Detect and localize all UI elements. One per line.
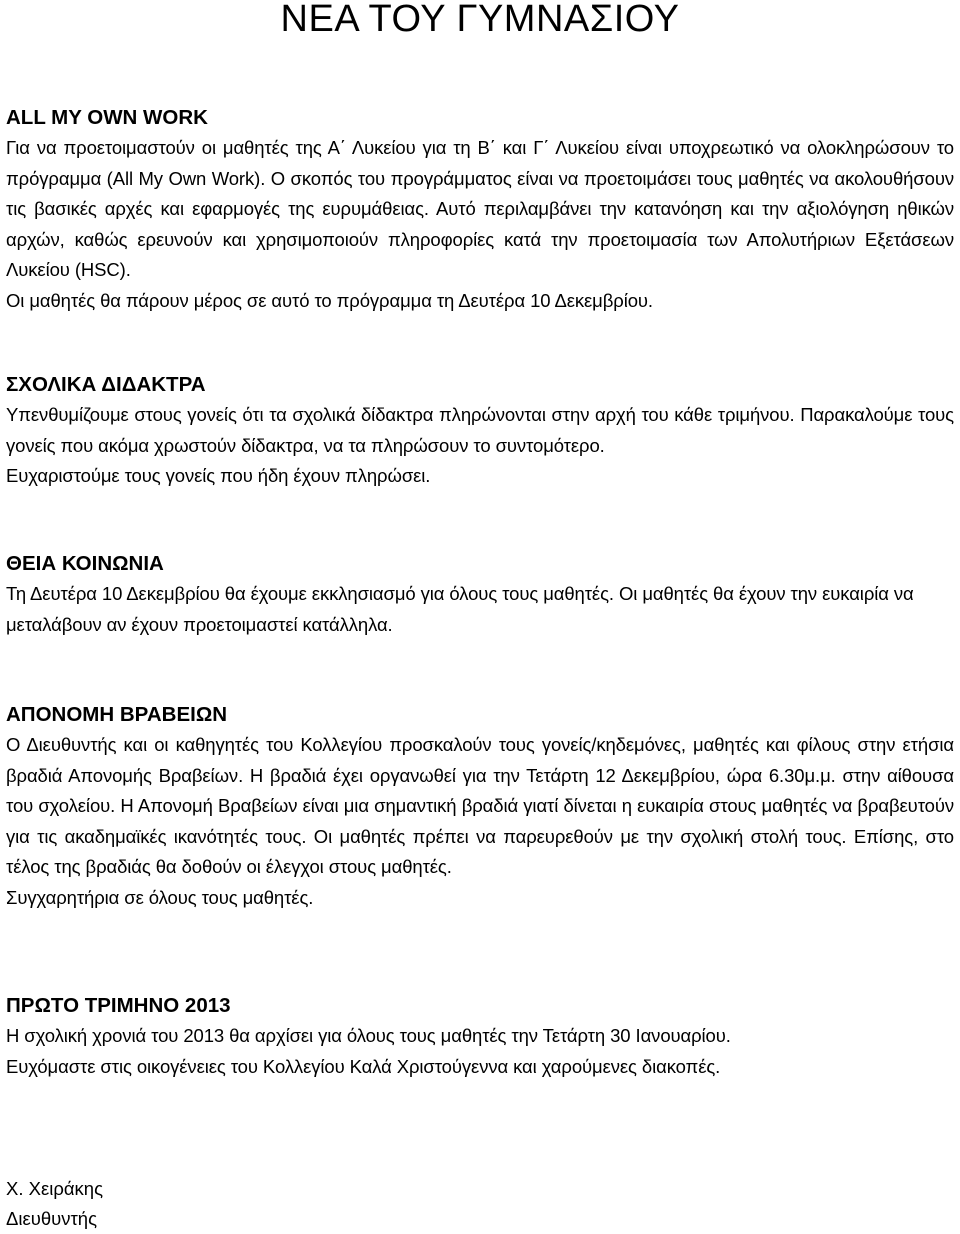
section-paragraph: Η σχολική χρονιά του 2013 θα αρχίσει για όλους τους μαθητές την Τετάρτη 30 Ιανουαρίου.: [6, 1025, 731, 1046]
section-first-term-2013: [6, 991, 954, 1082]
section-paragraph: Συγχαρητήρια σε όλους τους μαθητές.: [6, 886, 314, 908]
section-heading: ΣΧΟΛΙΚΑ ΔΙΔΑΚΤΡΑ: [6, 373, 206, 396]
section-heading: ΠΡΩΤΟ ΤΡΙΜΗΝΟ 2013: [6, 994, 231, 1017]
section-paragraph: Τη Δευτέρα 10 Δεκεμβρίου θα έχουμε εκκλησιασμό για όλους τους μαθητές. Οι μαθητές θα έχουν την ευκαιρία να μεταλάβουν αν έχουν προετοιμαστεί κατάλληλα.: [6, 583, 914, 635]
section-heading: ΑΠΟΝΟΜΗ ΒΡΑΒΕΙΩΝ: [6, 703, 228, 726]
section-holy-communion: [6, 549, 954, 640]
section-paragraph: Ευχόμαστε στις οικογένειες του Κολλεγίου Καλά Χριστούγεννα και χαρούμενες διακοπές.: [6, 1055, 721, 1077]
section-paragraph: Ο Διευθυντής και οι καθηγητές του Κολλεγίου προσκαλούν τους γονείς/κηδεμόνες, μαθητές και φίλους στην ετήσια βραδιά Απονομής Βραβείων. Η βραδιά έχει οργανωθεί για την Τετάρτη 12 Δεκεμβρίου, ώρα 6.30μ.μ. στην αίθουσα του σχολείου. Η Απονομή Βραβείων είναι μια σημαντική βραδιά γιατί δίνεται η ευκαιρία στους μαθητές να βραβευτούν για τις ακαδημαϊκές ικανότητές τους. Οι μαθητές πρέπει να παρευρεθούν με την σχολική στολή τους. Επίσης, στο τέλος της βραδιάς θα δοθούν οι έλεγχοι στους μαθητές.: [6, 734, 954, 877]
section-heading: ALL MY OWN WORK: [6, 106, 208, 129]
section-paragraph: Για να προετοιμαστούν οι μαθητές της Α΄ Λυκείου για τη Β΄ και Γ΄ Λυκείου είναι υποχρεωτικό να ολοκληρώσουν το πρόγραμμα (All My Own Work). Ο σκοπός του προγράμματος είναι να προετοιμάσει τους μαθητές να ακολουθήσουν τις βασικές αρχές και εφαρμογές της ευρυμάθειας. Αυτό περιλαμβάνει την κατανόηση και την αξιολόγηση ηθικών αρχών, καθώς ερευνούν και χρησιμοποιούν πληροφορίες κατά την προετοιμασία των Απολυτήριων Εξετάσεων Λυκείου (HSC).: [6, 137, 954, 280]
signature-role: Διευθυντής: [6, 1208, 98, 1229]
section-heading: ΘΕΙΑ ΚΟΙΝΩΝΙΑ: [6, 552, 164, 575]
section-paragraph: Υπενθυμίζουμε στους γονείς ότι τα σχολικά δίδακτρα πληρώνονται στην αρχή του κάθε τριμήνου. Παρακαλούμε τους γονείς που ακόμα χρωστούν δίδακτρα, να τα πληρώσουν το συντομότερο.: [6, 404, 954, 456]
section-awards-ceremony: [6, 700, 954, 913]
section-paragraph: Ευχαριστούμε τους γονείς που ήδη έχουν πληρώσει.: [6, 465, 431, 486]
section-all-my-own-work: [6, 103, 954, 316]
signature-name: Χ. Χειράκης: [6, 1178, 103, 1199]
section-paragraph: Οι μαθητές θα πάρουν μέρος σε αυτό το πρόγραμμα τη Δευτέρα 10 Δεκεμβρίου.: [6, 289, 653, 311]
page-title: ΝΕΑ ΤΟΥ ΓΥΜΝΑΣΙΟΥ: [280, 0, 680, 40]
signature-block: [6, 1174, 103, 1234]
section-school-fees: [6, 370, 954, 492]
